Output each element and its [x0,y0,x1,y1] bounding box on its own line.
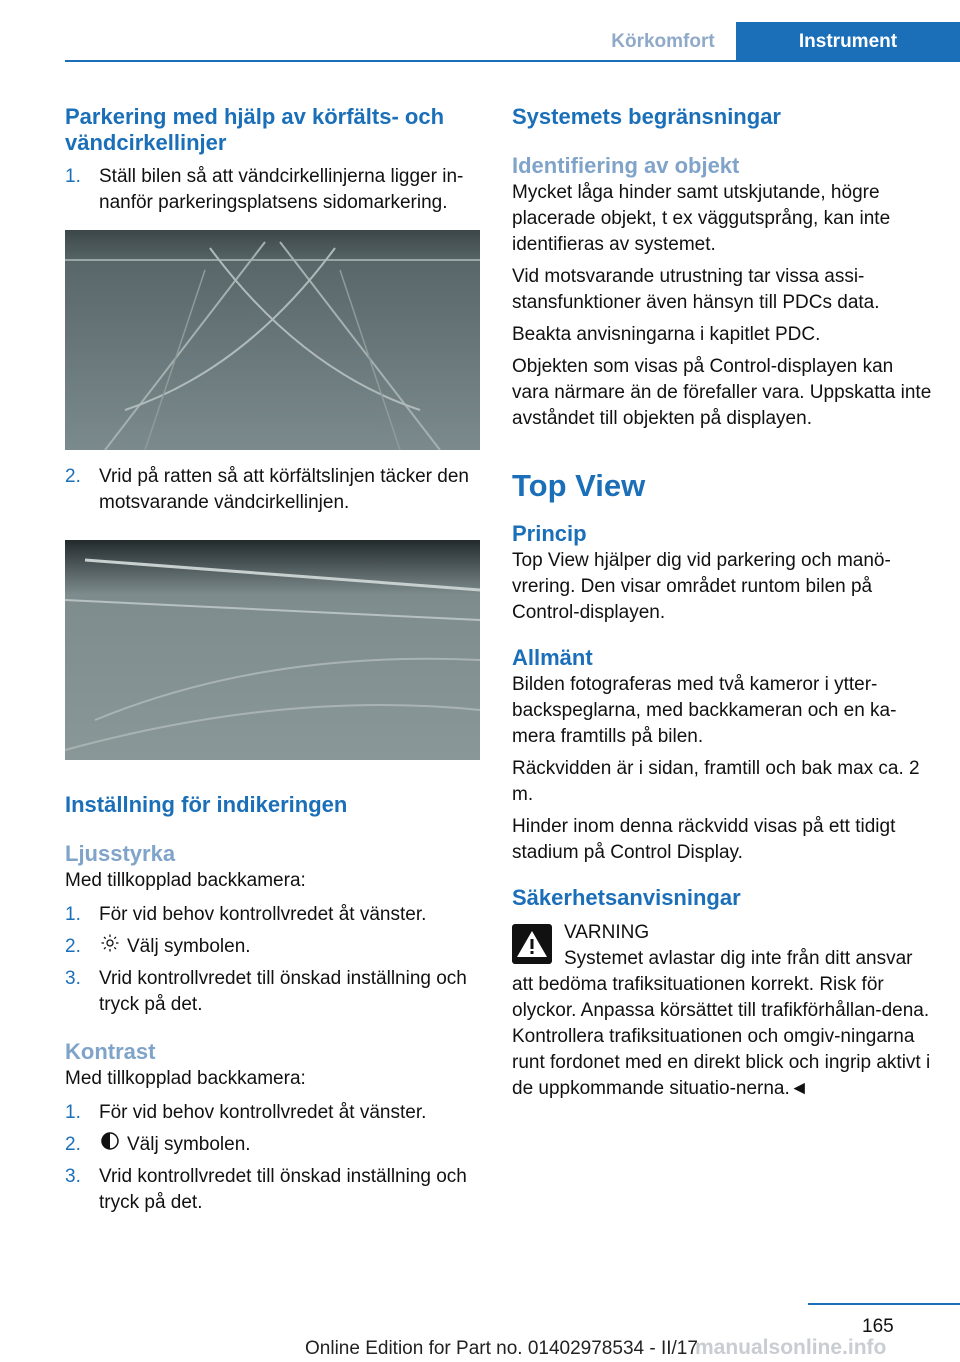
list-item: 2. Välj symbolen. [65,934,480,960]
contrast-icon [101,1132,119,1158]
tab-instrument[interactable]: Instrument [736,22,960,62]
list-item: 1. Ställ bilen så att vändcirkellinjerna ligger in-nanför parkeringsplatsens sidomarkering. [65,166,464,213]
paragraph: Hinder inom denna räckvidd visas på ett tidigt stadium på Control Display. [512,816,896,863]
heading-brightness: Ljusstyrka [65,841,176,866]
list-item: 2. Vrid på ratten så att körfältslinjen täcker den motsvarande vändcirkellinjen. [65,466,469,513]
camera-image-turning-circles [65,230,480,450]
paragraph: Bilden fotograferas med två kameror i ytter-backspeglarna, med backkameran och en ka-mera framtills på bilen. [512,674,897,747]
warning-box [512,920,932,1102]
heading-limits: Systemets begränsningar [512,104,781,129]
list-item: 1. För vid behov kontrollvredet åt vänster. [65,904,427,925]
heading-top-view: Top View [512,468,646,503]
footer-rule [808,1303,960,1305]
paragraph: Vid motsvarande utrustning tar vissa assi-stansfunktioner även hänsyn till PDCs data. [512,266,880,313]
edition-note: Online Edition for Part no. 01402978534 - II/17 [305,1338,698,1359]
heading-general: Allmänt [512,645,593,670]
list-item: 3. Vrid kontrollvredet till önskad inställning och tryck på det. [65,968,467,1016]
paragraph: Top View hjälper dig vid parkering och manö-vrering. Den visar området runtom bilen på Control-displayen. [512,550,891,623]
list-item: 3. Vrid kontrollvredet till önskad inställning och tryck på det. [65,1166,467,1214]
heading-identification: Identifiering av objekt [512,153,740,178]
warning-triangle-icon [512,924,552,964]
sun-icon [101,934,119,960]
heading-principle: Princip [512,521,587,546]
paragraph: Mycket låga hinder samt utskjutande, högre placerade objekt, t ex väggutsprång, kan inte identifieras av systemet. [512,182,891,255]
contrast-intro: Med tillkopplad backkamera: [65,1068,306,1090]
left-column [65,104,480,1216]
paragraph: Räckvidden är i sidan, framtill och bak max ca. 2 m. [512,758,920,805]
heading-safety: Säkerhetsanvisningar [512,885,741,910]
paragraph: Objekten som visas på Control-displayen kan vara närmare än de förefaller vara. Uppskatta inte avståndet till objekten på displayen. [512,356,932,429]
paragraph: Beakta anvisningarna i kapitlet PDC. [512,324,821,345]
heading-contrast: Kontrast [65,1039,156,1065]
list-item: 1. För vid behov kontrollvredet åt vänster. [65,1102,427,1124]
tab-korkomfort[interactable]: Körkomfort [611,31,715,52]
camera-image-lane-line [65,540,480,760]
watermark: manualsonline.info [695,1336,887,1359]
heading-parking: Parkering med hjälp av körfälts- och vändcirkellinjer [65,104,445,155]
warning-text: Systemet avlastar dig inte från ditt ansvar att bedöma trafiksituationen korrekt. Risk för olyckor. Anpassa körsättet till trafikförhållan-dena. Kontrollera trafiksituationen och omgiv-ningarna runt fordonet med en direkt blick och ingrip aktivt i de uppkommande situatio-nerna.◄ [512,948,931,1099]
header-rule [65,60,960,62]
warning-title: VARNING [564,922,650,943]
heading-settings: Inställning för indikeringen [65,792,348,817]
page-number: 165 [862,1316,894,1337]
brightness-intro: Med tillkopplad backkamera: [65,870,306,891]
right-column [512,104,932,1102]
list-item: 2. Välj symbolen. [65,1132,480,1158]
